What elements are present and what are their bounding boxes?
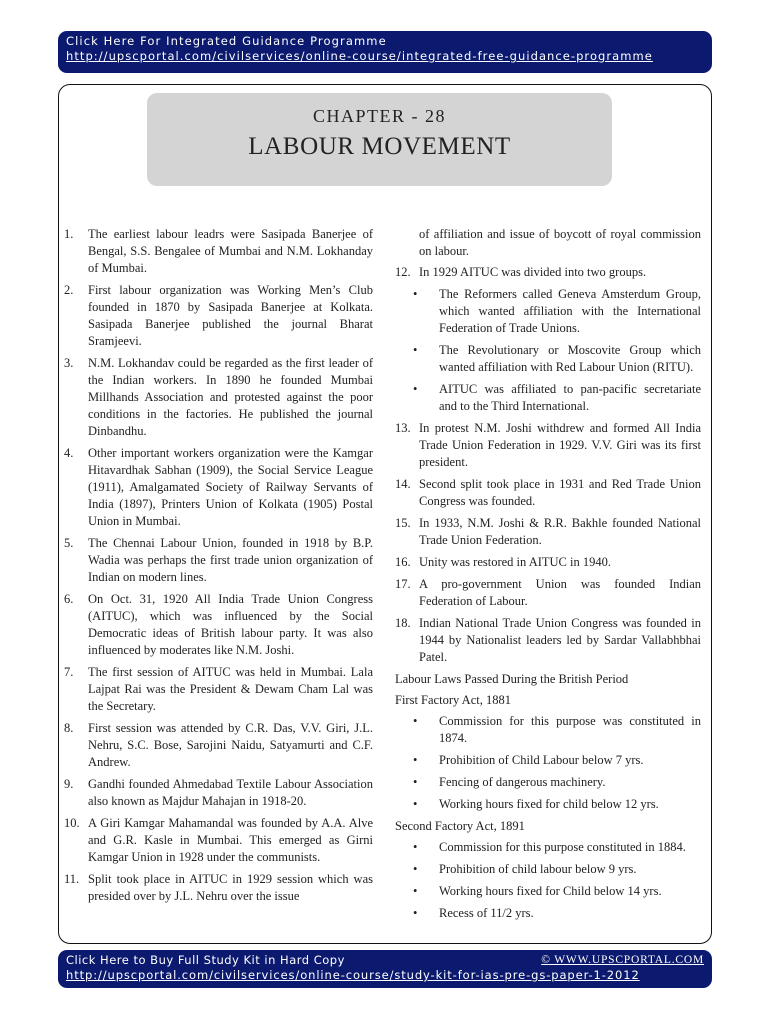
item-text: The earliest labour leadrs were Sasipada Banerjee of Bengal, S.S. Bengalee of Mumbai and N.M. Lokhanday of Mumbai. — [88, 227, 373, 275]
item-text: The first session of AITUC was held in Mumbai. Lala Lajpat Rai was the President & Dewam Cham Lal was the Secretary. — [88, 665, 373, 713]
item-text: Gandhi founded Ahmedabad Textile Labour Association also known as Majdur Mahajan in 1918-20. — [88, 777, 373, 808]
item-text: Second split took place in 1931 and Red Trade Union Congress was founded. — [419, 477, 701, 508]
item-text: First session was attended by C.R. Das, V.V. Giri, J.L. Nehru, S.C. Bose, Sarojini Naidu, Satyamurti and C.F. Andrew. — [88, 721, 373, 769]
bullet-text: Prohibition of Child Labour below 7 yrs. — [439, 753, 644, 767]
bullet-text: Commission for this purpose was constituted in 1874. — [439, 714, 701, 745]
list-item — [64, 591, 373, 659]
list-item — [395, 264, 701, 281]
bullet-icon: • — [413, 343, 418, 357]
item-number: 10. — [64, 816, 80, 830]
bullet-icon: • — [413, 884, 418, 898]
item-text: Indian National Trade Union Congress was founded in 1944 by Nationalist leaders led by Sardar Vallabhbhai Patel. — [419, 616, 701, 664]
bullet-text: The Revolutionary or Moscovite Group which wanted affiliation with Red Labour Union (RITU). — [439, 343, 701, 374]
right-column — [395, 226, 701, 927]
item-number: 2. — [64, 283, 74, 297]
buy-study-kit-link[interactable]: Click Here to Buy Full Study Kit in Hard Copy — [66, 953, 345, 967]
item-text: N.M. Lokhandav could be regarded as the first leader of the Indian workers. In 1890 he founded Mumbai Millhands Association and protested against the poor conditions in the factories. He published the journal Dinbandhu. — [88, 356, 373, 438]
site-link[interactable]: © WWW.UPSCPORTAL.COM — [541, 954, 704, 966]
laws-heading: Labour Laws Passed During the British Period — [395, 672, 629, 686]
item-text: A pro-government Union was founded Indian Federation of Labour. — [419, 577, 701, 608]
left-column — [64, 226, 373, 910]
item-text: The Chennai Labour Union, founded in 1918 by B.P. Wadia was perhaps the first trade union organization of Indian on modern lines. — [88, 536, 373, 584]
bullet-text: AITUC was affiliated to pan-pacific secretariate and to the Third International. — [439, 382, 701, 413]
item-number: 15. — [395, 516, 411, 530]
guidance-link-text[interactable]: Click Here For Integrated Guidance Programme — [66, 34, 387, 48]
list-item — [64, 445, 373, 530]
list-item — [64, 815, 373, 866]
bullet-icon: • — [413, 797, 418, 811]
bottom-banner[interactable] — [58, 950, 712, 988]
item-number: 5. — [64, 536, 74, 550]
bullet-item — [413, 905, 701, 922]
list-item — [64, 664, 373, 715]
item-number: 13. — [395, 421, 411, 435]
list-item — [395, 576, 701, 610]
study-kit-url-link[interactable]: http://upscportal.com/civilservices/online-course/study-kit-for-ias-pre-gs-paper-1-2012 — [66, 968, 640, 982]
bullet-item — [413, 774, 701, 791]
list-item — [395, 420, 701, 471]
bullet-text: The Reformers called Geneva Amsterdum Group, which wanted affiliation with the International Federation of Trade Unions. — [439, 287, 701, 335]
item-text: On Oct. 31, 1920 All India Trade Union Congress (AITUC), which was influenced by the Social Democratic ideas of British labour party. It was also influenced by moderates like N.M. Joshi. — [88, 592, 373, 657]
list-item — [64, 535, 373, 586]
top-banner[interactable] — [58, 31, 712, 73]
bottom-banner-row — [66, 953, 704, 968]
bullet-item — [413, 752, 701, 769]
bullet-text: Commission for this purpose constituted in 1884. — [439, 840, 686, 854]
list-item — [64, 720, 373, 771]
bullet-icon: • — [413, 775, 418, 789]
list-item — [64, 776, 373, 810]
item-number: 1. — [64, 227, 74, 241]
bullet-text: Working hours fixed for child below 12 yrs. — [439, 797, 659, 811]
item-number: 7. — [64, 665, 74, 679]
chapter-heading-box — [147, 93, 612, 186]
first-factory-act-title: First Factory Act, 1881 — [395, 693, 511, 707]
item-text: Split took place in AITUC in 1929 session which was presided over by J.L. Nehru over the issue — [88, 872, 373, 903]
item-text: First labour organization was Working Men’s Club founded in 1870 by Sasipada Banerjee at Kolkata. Sasipada Banerjee published the journal Bharat Sramjeevi. — [88, 283, 373, 348]
bullet-icon: • — [413, 714, 418, 728]
item-number: 18. — [395, 616, 411, 630]
chapter-number: CHAPTER - 28 — [312, 106, 446, 126]
item-text: In protest N.M. Joshi withdrew and formed All India Trade Union Federation in 1929. V.V. Giri was its first president. — [419, 421, 701, 469]
bullet-item — [413, 286, 701, 337]
list-item — [395, 515, 701, 549]
item-number: 3. — [64, 356, 74, 370]
item-11-continuation: of affiliation and issue of boycott of royal commission on labour. — [419, 227, 701, 258]
bullet-text: Working hours fixed for Child below 14 yrs. — [439, 884, 662, 898]
item-number: 14. — [395, 477, 411, 491]
bullet-icon: • — [413, 862, 418, 876]
item-text: In 1929 AITUC was divided into two groups. — [419, 265, 647, 279]
bullet-text: Fencing of dangerous machinery. — [439, 775, 606, 789]
item-number: 16. — [395, 555, 411, 569]
list-item — [395, 554, 701, 571]
item-text: A Giri Kamgar Mahamandal was founded by A.A. Alve and G.R. Kasle in Mumbai. This emerged as Girni Kamgar Union in 1928 under the communists. — [88, 816, 373, 864]
chapter-title: LABOUR MOVEMENT — [248, 133, 511, 160]
bullet-item — [413, 713, 701, 747]
list-item — [395, 615, 701, 666]
bullet-item — [413, 796, 701, 813]
item-number: 17. — [395, 577, 411, 591]
item-text: Other important workers organization were the Kamgar Hitavardhak Sabhan (1909), the Social Service League (1911), Amalgamated Society of Railway Servants of India (1897), Printers Union of Kolkata (1905) Postal Union in Mumbai. — [88, 446, 373, 528]
list-item — [64, 226, 373, 277]
bullet-icon: • — [413, 753, 418, 767]
bullet-item — [413, 839, 701, 856]
bullet-text: Prohibition of child labour below 9 yrs. — [439, 862, 637, 876]
list-item — [395, 476, 701, 510]
item-number: 8. — [64, 721, 74, 735]
bullet-item — [413, 381, 701, 415]
item-text: Unity was restored in AITUC in 1940. — [419, 555, 611, 569]
list-item — [64, 871, 373, 905]
item-number: 4. — [64, 446, 74, 460]
item-number: 12. — [395, 265, 411, 279]
bullet-icon: • — [413, 287, 418, 301]
guidance-url-link[interactable]: http://upscportal.com/civilservices/online-course/integrated-free-guidance-programme — [66, 49, 653, 63]
bullet-icon: • — [413, 906, 418, 920]
bullet-item — [413, 342, 701, 376]
list-item — [64, 355, 373, 440]
item-number: 6. — [64, 592, 74, 606]
list-item — [64, 282, 373, 350]
bullet-icon: • — [413, 382, 418, 396]
item-number: 9. — [64, 777, 74, 791]
bullet-icon: • — [413, 840, 418, 854]
bullet-item — [413, 861, 701, 878]
item-text: In 1933, N.M. Joshi & R.R. Bakhle founded National Trade Union Federation. — [419, 516, 701, 547]
bullet-text: Recess of 11/2 yrs. — [439, 906, 534, 920]
bullet-item — [413, 883, 701, 900]
item-number: 11. — [64, 872, 80, 886]
second-factory-act-title: Second Factory Act, 1891 — [395, 819, 525, 833]
